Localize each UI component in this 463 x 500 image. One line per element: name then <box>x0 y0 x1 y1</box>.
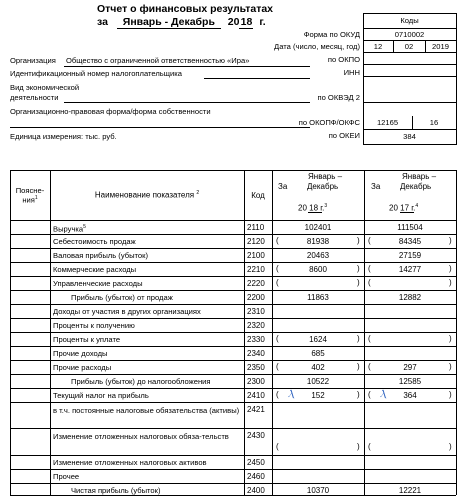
codes-heading: Коды <box>400 16 419 25</box>
legal-form-label: Организационно-правовая форма/форма собственности <box>10 107 211 116</box>
report-title: Отчет о финансовых результатах <box>97 3 274 15</box>
row-code: 2110 <box>247 223 265 232</box>
period-za: за <box>97 16 108 28</box>
row-name: Проценты к получению <box>53 321 135 330</box>
row-name: Коммерческие расходы <box>53 265 137 274</box>
open-paren: ( <box>276 362 279 371</box>
row-code: 2120 <box>247 237 265 246</box>
row-value-cur: 10522 <box>306 377 330 386</box>
open-paren: ( <box>276 390 279 399</box>
row-code: 2430 <box>247 431 265 440</box>
row-name: Чистая прибыль (убыток) <box>71 486 161 495</box>
okud-label: Форма по ОКУД <box>303 30 360 39</box>
row-value-prev: 84345 <box>398 237 422 246</box>
close-paren: ) <box>357 236 360 245</box>
row-value-prev: 14277 <box>398 265 422 274</box>
row-value-prev: 27159 <box>398 251 422 260</box>
inn-label: Идентификационный номер налогоплательщика <box>10 69 182 78</box>
col-notes-header: Поясне-ния$^1$ <box>15 185 45 205</box>
col-cur-za: За <box>278 182 288 191</box>
okopf-value: 12165 <box>376 118 399 127</box>
row-code: 2450 <box>247 458 265 467</box>
date-month: 02 <box>404 41 414 51</box>
open-paren: ( <box>368 390 371 399</box>
inn-code-label: ИНН <box>343 68 360 77</box>
okfs-value: 16 <box>429 118 439 127</box>
row-value-cur: 685 <box>311 349 325 358</box>
open-paren: ( <box>368 278 371 287</box>
okopf-label: по ОКОПФ/ОКФС <box>298 118 360 127</box>
row-code: 2400 <box>247 486 265 495</box>
row-value-cur: 81938 <box>306 237 330 246</box>
activity-label-1: Вид экономической <box>10 83 80 92</box>
close-paren: ) <box>357 334 360 343</box>
close-paren: ) <box>449 264 452 273</box>
org-label: Организация <box>10 56 56 65</box>
open-paren: ( <box>368 334 371 343</box>
row-code: 2310 <box>247 307 265 316</box>
row-code: 2220 <box>247 279 265 288</box>
col-prev-za: За <box>371 182 381 191</box>
row-value-cur: 152 <box>311 391 325 400</box>
open-paren: ( <box>368 362 371 371</box>
col-name-header: Наименование показателя $^2$ <box>94 190 200 200</box>
row-value-cur: 1624 <box>309 335 327 344</box>
row-name: в т.ч. постоянные налоговые обязательства (активы) <box>53 406 240 415</box>
report-period <box>97 16 266 29</box>
row-name: Валовая прибыль (убыток) <box>53 251 148 260</box>
close-paren: ) <box>357 362 360 371</box>
col-cur-period-2: Декабрь <box>307 182 339 191</box>
row-name: Себестоимость продаж <box>53 237 136 246</box>
open-paren: ( <box>276 236 279 245</box>
row-value-cur: 10370 <box>306 486 330 495</box>
col-cur-period-1: Январь – <box>308 172 343 181</box>
date-label: Дата (число, месяц, год) <box>274 42 360 51</box>
close-paren: ) <box>449 390 452 399</box>
close-paren: ) <box>357 390 360 399</box>
row-value-cur: 11863 <box>307 293 329 302</box>
row-code: 2421 <box>247 405 265 414</box>
open-paren: ( <box>276 334 279 343</box>
row-value-prev: 364 <box>403 391 417 400</box>
open-paren: ( <box>276 442 279 451</box>
row-value-cur: 8600 <box>309 265 327 274</box>
row-code: 2320 <box>247 321 265 330</box>
handwritten-mark: Ⲗ <box>380 390 386 400</box>
close-paren: ) <box>449 362 452 371</box>
row-code: 2410 <box>247 391 265 400</box>
period-months: Январь - Декабрь <box>117 16 221 29</box>
date-day: 12 <box>373 41 383 51</box>
open-paren: ( <box>276 264 279 273</box>
row-code: 2330 <box>247 335 265 344</box>
period-year-prefix: 20 <box>227 16 240 28</box>
open-paren: ( <box>368 264 371 273</box>
row-code: 2300 <box>247 377 265 386</box>
row-code: 2340 <box>247 349 265 358</box>
row-name: Управленческие расходы <box>53 279 143 288</box>
col-prev-year: 20 17 г.$^4$ <box>389 203 419 213</box>
row-value-prev: 12882 <box>398 293 422 302</box>
row-name: Прибыль (убыток) от продаж <box>71 293 173 302</box>
row-name: Прибыль (убыток) до налогообложения <box>71 377 211 386</box>
row-code: 2350 <box>247 363 265 372</box>
row-code: 2210 <box>247 265 265 274</box>
row-name: Прочее <box>53 472 80 481</box>
row-name: Прочие расходы <box>53 363 112 372</box>
row-name: Изменение отложенных налоговых обяза-тельств <box>53 432 229 441</box>
row-code: 2100 <box>247 251 265 260</box>
row-value-prev: 12221 <box>398 486 422 495</box>
open-paren: ( <box>368 442 371 451</box>
row-code: 2460 <box>247 472 265 481</box>
okei-value: 384 <box>403 131 416 141</box>
okei-label: по ОКЕИ <box>328 131 360 140</box>
row-name: Прочие доходы <box>53 349 108 358</box>
date-year: 2019 <box>432 41 449 51</box>
close-paren: ) <box>449 236 452 245</box>
close-paren: ) <box>357 442 360 451</box>
row-name: Выручка$^5$ <box>53 224 86 234</box>
org-name: Общество с ограниченной ответственностью «Ира» <box>66 56 250 65</box>
period-year-end: г. <box>259 16 266 28</box>
close-paren: ) <box>357 278 360 287</box>
open-paren: ( <box>276 278 279 287</box>
close-paren: ) <box>357 264 360 273</box>
close-paren: ) <box>449 334 452 343</box>
okved-label: по ОКВЭД 2 <box>317 93 360 102</box>
row-name: Текущий налог на прибыль <box>53 391 149 400</box>
col-cur-year: 20 18 г.$^3$ <box>298 203 328 213</box>
row-name: Изменение отложенных налоговых активов <box>53 458 207 467</box>
col-prev-period-1: Январь – <box>402 172 437 181</box>
row-value-prev: 12585 <box>398 377 422 386</box>
period-year-suffix: 18 <box>240 16 253 28</box>
okpo-label: по ОКПО <box>327 55 360 64</box>
row-value-cur: 402 <box>311 363 325 372</box>
row-value-cur: 20463 <box>306 251 330 260</box>
row-value-cur: 102401 <box>304 223 332 232</box>
okud-value: 0710002 <box>394 29 425 39</box>
row-code: 2200 <box>247 293 265 302</box>
activity-label-2: деятельности <box>10 93 59 102</box>
col-prev-period-2: Декабрь <box>400 182 432 191</box>
open-paren: ( <box>368 236 371 245</box>
row-name: Доходы от участия в других организациях <box>53 307 201 316</box>
handwritten-mark: Ⲗ <box>288 390 294 400</box>
close-paren: ) <box>449 442 452 451</box>
units-label: Единица измерения: тыс. руб. <box>10 132 117 141</box>
col-code-header: Код <box>251 190 265 200</box>
close-paren: ) <box>449 278 452 287</box>
row-value-prev: 111504 <box>397 223 423 232</box>
row-name: Проценты к уплате <box>53 335 121 344</box>
row-value-prev: 297 <box>403 363 417 372</box>
